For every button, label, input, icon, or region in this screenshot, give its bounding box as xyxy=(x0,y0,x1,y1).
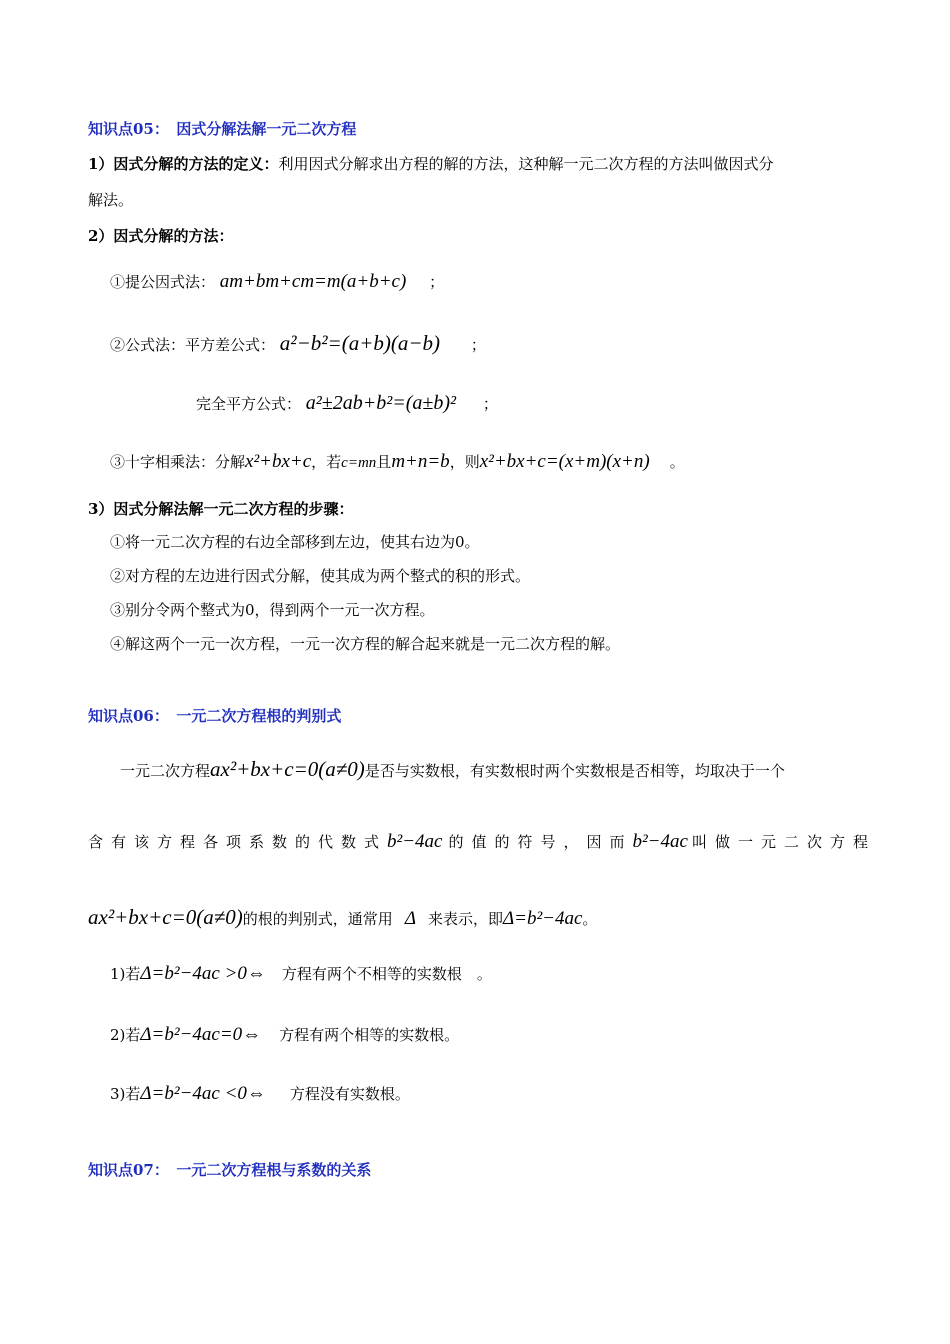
line3-formula-2: Δ=b²−4ac xyxy=(502,908,583,929)
delta-symbol: Δ xyxy=(404,908,416,929)
common-factor-end: ； xyxy=(429,273,445,291)
case-1-text: 方程有两个不相等的实数根 。 xyxy=(281,965,492,983)
cross-text-1: ，若 xyxy=(311,453,342,471)
methods-label: 2）因式分解的方法： xyxy=(88,227,234,245)
steps-label: 3）因式分解法解一元二次方程的步骤： xyxy=(88,500,354,518)
line2-formula-1: b²−4ac xyxy=(387,831,443,852)
cross-text-3: ，则 xyxy=(449,453,480,471)
step-2: ②对方程的左边进行因式分解，使其成为两个整式的积的形式。 xyxy=(110,567,531,585)
difference-of-squares-formula: a²−b²=(a+b)(a−b) xyxy=(279,331,441,355)
line1-formula: ax²+bx+c=0(a≠0) xyxy=(210,757,365,781)
case-3-label: 3)若 xyxy=(110,1085,141,1103)
case-1-label: 1)若 xyxy=(110,965,141,983)
definition-label: 1）因式分解的方法的定义： xyxy=(88,155,279,173)
line3-end: 。 xyxy=(582,910,598,928)
cross-formula-3: m+n=b xyxy=(391,451,450,472)
definition-continuation: 解法。 xyxy=(88,191,134,209)
discriminant-line-3 xyxy=(88,907,597,929)
difference-of-squares-end: ； xyxy=(470,336,486,354)
difference-of-squares-label: ②公式法：平方差公式： xyxy=(110,336,276,354)
line2-suffix: 叫做一元二次方程 xyxy=(691,833,876,851)
method-cross-multiplication xyxy=(110,452,685,473)
case-1 xyxy=(110,964,492,984)
cross-formula-4: x²+bx+c=(x+m)(x+n) xyxy=(479,451,650,472)
case-2-label: 2)若 xyxy=(110,1026,141,1044)
method-perfect-square xyxy=(196,393,498,414)
method-common-factor xyxy=(110,272,444,292)
case-2 xyxy=(110,1025,459,1045)
section-06-title: 知识点06： 一元二次方程根的判别式 xyxy=(88,707,342,725)
line2-formula-2: b²−4ac xyxy=(632,831,688,852)
case-3-formula: Δ=b²−4ac <0⇔ xyxy=(140,1083,266,1104)
case-3 xyxy=(110,1084,410,1104)
cross-formula-1: x²+bx+c xyxy=(245,451,312,472)
method-common-factor-label: ①提公因式法： xyxy=(110,273,216,291)
step-4: ④解这两个一元一次方程，一元一次方程的解合起来就是一元二次方程的解。 xyxy=(110,635,621,653)
step-3: ③别分令两个整式为0，得到两个一元一次方程。 xyxy=(110,601,435,619)
case-2-formula: Δ=b²−4ac=0⇔ xyxy=(140,1024,262,1045)
case-2-text: 方程有两个相等的实数根。 xyxy=(279,1026,460,1044)
line1-suffix: 是否与实数根，有实数根时两个实数根是否相等，均取决于一个 xyxy=(364,762,785,780)
cross-formula-2: c=mn xyxy=(341,455,377,471)
section-07-title: 知识点07： 一元二次方程根与系数的关系 xyxy=(88,1161,372,1179)
definition-paragraph xyxy=(88,154,773,174)
cross-text-2: 且 xyxy=(376,453,392,471)
line3-middle-2: 来表示，即 xyxy=(427,910,503,928)
perfect-square-formula: a²±2ab+b²=(a±b)² xyxy=(305,392,457,414)
line1-prefix: 一元二次方程 xyxy=(120,762,211,780)
line3-formula: ax²+bx+c=0(a≠0) xyxy=(88,905,243,929)
line2-middle: 的值的符号，因而 xyxy=(448,833,633,851)
line2-prefix: 含有该方程各项系数的代数式 xyxy=(88,833,388,851)
definition-text: 利用因式分解求出方程的解的方法，这种解一元二次方程的方法叫做因式分 xyxy=(278,155,774,173)
perfect-square-end: ； xyxy=(482,395,498,413)
common-factor-formula: am+bm+cm=m(a+b+c) xyxy=(219,271,407,292)
cross-end: 。 xyxy=(669,453,685,471)
step-1: ①将一元二次方程的右边全部移到左边，使其右边为0。 xyxy=(110,533,480,551)
discriminant-line-1 xyxy=(120,759,785,781)
case-1-formula: Δ=b²−4ac >0⇔ xyxy=(140,963,266,984)
method-difference-of-squares xyxy=(110,333,486,355)
perfect-square-label: 完全平方公式： xyxy=(196,395,302,413)
cross-multiplication-label: ③十字相乘法：分解 xyxy=(110,453,246,471)
case-3-text: 方程没有实数根。 xyxy=(289,1085,410,1103)
line3-middle: 的根的判别式，通常用 xyxy=(242,910,393,928)
section-05-title: 知识点05： 因式分解法解一元二次方程 xyxy=(88,120,357,138)
discriminant-line-2 xyxy=(88,832,876,852)
